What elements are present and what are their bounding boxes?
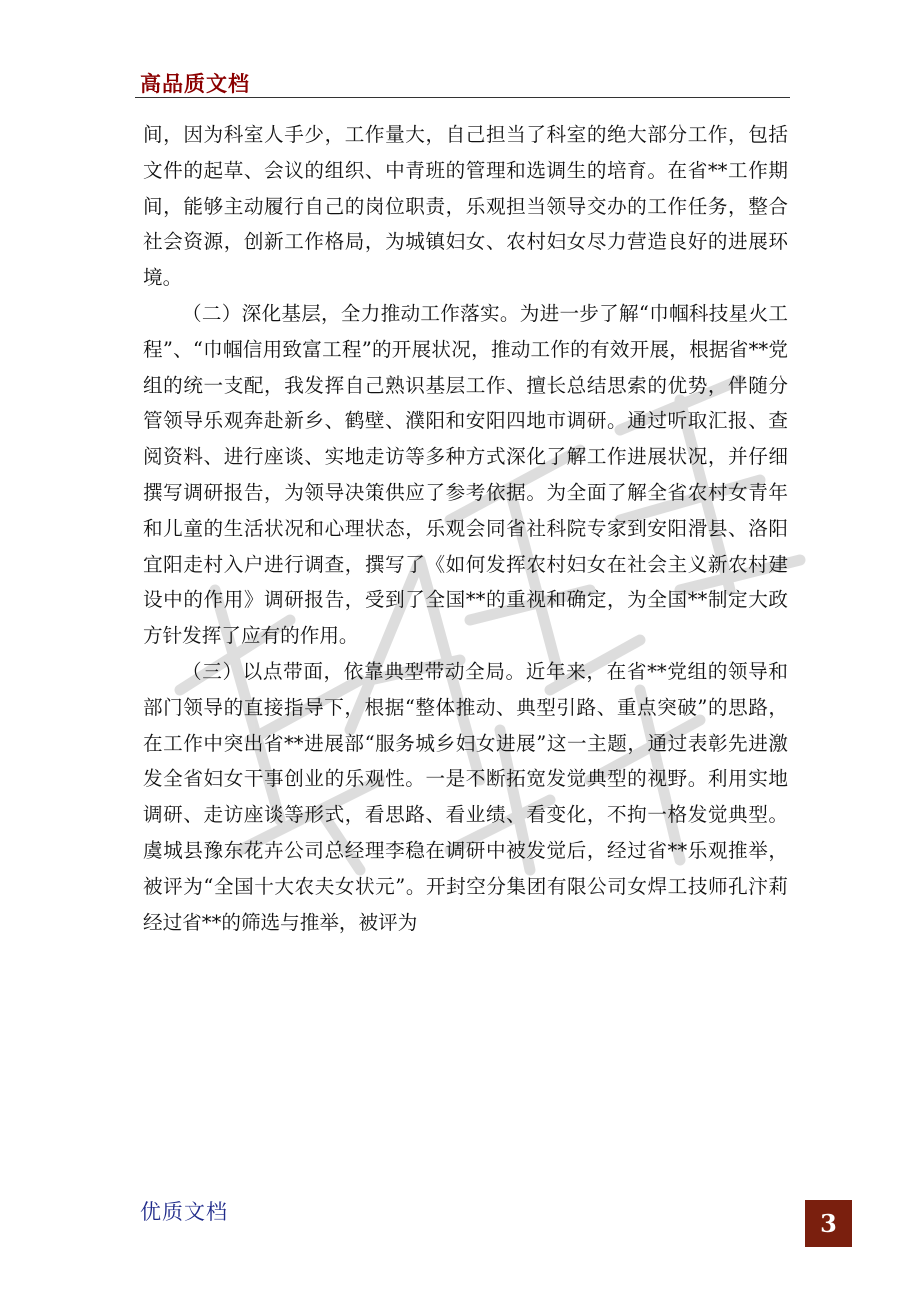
document-body: [143, 117, 788, 940]
page-number-badge: 3: [805, 1200, 852, 1247]
header-divider: [135, 97, 790, 98]
paragraph: （三）以点带面，依靠典型带动全局。近年来，在省**党组的领导和部门领导的直接指导下，根据“整体推动、典型引路、重点突破”的思路，在工作中突出省**进展部“服务城乡妇女进展”这一主题，通过表彰先进激发全省妇女干事创业的乐观性。一是不断拓宽发觉典型的视野。利用实地调研、走访座谈等形式，看思路、看业绩、看变化，不拘一格发觉典型。虞城县豫东花卉公司总经理李稳在调研中被发觉后，经过省**乐观推举，被评为“全国十大农夫女状元”。开封空分集团有限公司女焊工技师孔汴莉经过省**的筛选与推举，被评为: [143, 659, 788, 934]
footer-title: 优质文档: [140, 1200, 228, 1224]
paragraph: 间，因为科室人手少，工作量大，自己担当了科室的绝大部分工作，包括文件的起草、会议的组织、中青班的管理和选调生的培育。在省**工作期间，能够主动履行自己的岗位职责，乐观担当领导交办的工作任务，整合社会资源，创新工作格局，为城镇妇女、农村妇女尽力营造良好的进展环境。: [143, 123, 788, 290]
header-title: 高品质文档: [140, 72, 250, 96]
paragraph: （二）深化基层，全力推动工作落实。为进一步了解“巾帼科技星火工程”、“巾帼信用致富工程”的开展状况，推动工作的有效开展，根据省**党组的统一支配，我发挥自己熟识基层工作、擅长总结思索的优势，伴随分管领导乐观奔赴新乡、鹤壁、濮阳和安阳四地市调研。通过听取汇报、查阅资料、进行座谈、实地走访等多种方式深化了解工作进展状况，并仔细撰写调研报告，为领导决策供应了参考依据。为全面了解全省农村女青年和儿童的生活状况和心理状态，乐观会同省社科院专家到安阳滑县、洛阳宜阳走村入户进行调查，撰写了《如何发挥农村妇女在社会主义新农村建设中的作用》调研报告，受到了全国**的重视和确定，为全国**制定大政方针发挥了应有的作用。: [143, 301, 788, 648]
